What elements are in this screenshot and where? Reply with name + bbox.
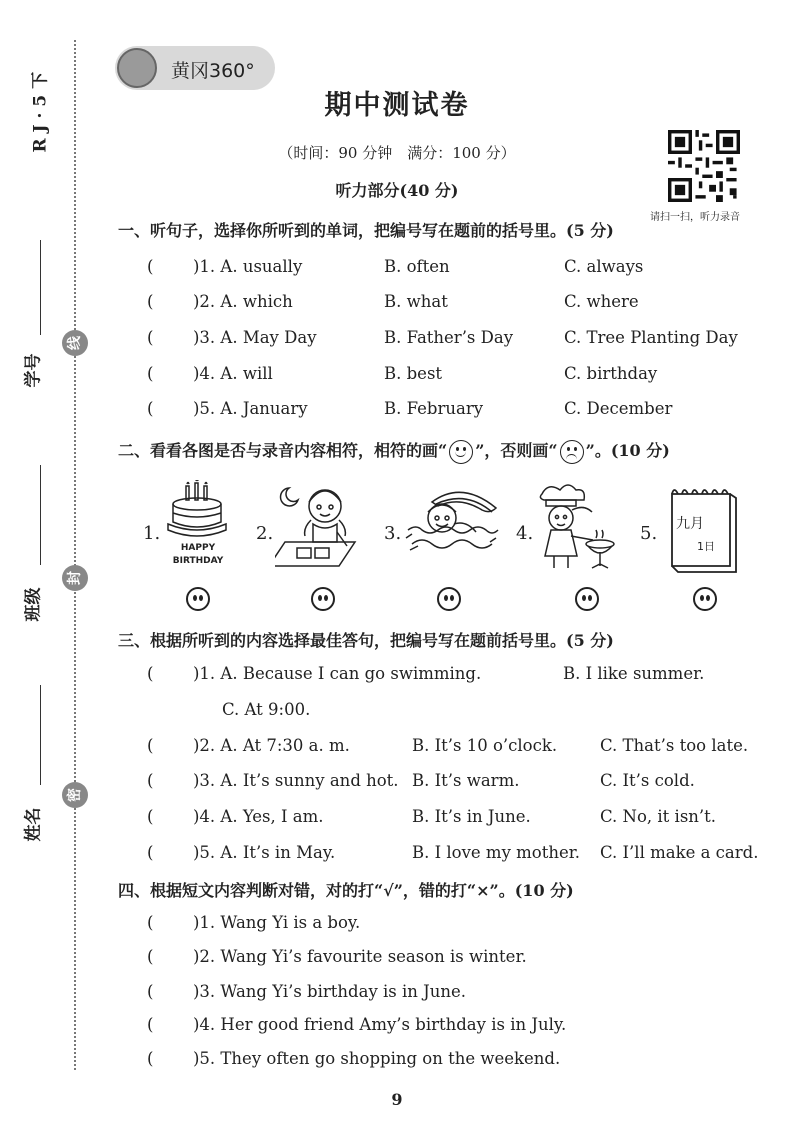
cake-text-happy: HAPPY (180, 543, 216, 553)
answer-paren[interactable]: ( (147, 664, 154, 683)
option-b: B. It’s warm. (412, 771, 520, 790)
answer-face-icon[interactable] (437, 587, 461, 611)
option-c: C. always (564, 257, 644, 276)
option-a: )3. A. May Day (193, 328, 317, 347)
birthday-cake-picture (162, 480, 234, 572)
option-c: C. I’ll make a card. (600, 843, 759, 862)
brand-logo-icon (117, 48, 157, 88)
answer-paren[interactable]: ( (147, 843, 154, 862)
student-no-label: 学号 (23, 353, 44, 388)
option-a: )5. A. January (193, 399, 308, 418)
option-b: B. best (384, 364, 443, 383)
picture-number: 3. (384, 523, 402, 544)
section1-row (0, 399, 794, 423)
section2-heading (118, 438, 670, 464)
option-b: B. often (384, 257, 450, 276)
section3-row (0, 736, 794, 760)
section4-heading: 四、根据短文内容判断对错，对的打“√”，错的打“×”。(10 分) (118, 881, 574, 900)
margin-circle-feng: 封 (62, 565, 88, 591)
answer-face-icon[interactable] (311, 587, 335, 611)
section3-row (0, 843, 794, 867)
calendar-picture (664, 480, 742, 574)
margin-circle-mi: 密 (62, 782, 88, 808)
option-c: C. December (564, 399, 673, 418)
option-a: )5. A. It’s in May. (193, 843, 336, 862)
section1-heading: 一、听句子，选择你所听到的单词，把编号写在题前的括号里。(5 分) (118, 221, 614, 240)
option-b: B. It’s in June. (412, 807, 531, 826)
option-a: )1. A. usually (193, 257, 303, 276)
answer-paren[interactable]: ( (147, 947, 154, 966)
statement: )2. Wang Yi’s favourite season is winter. (193, 947, 527, 966)
section4-row (0, 982, 794, 1006)
option-b: B. I like summer. (563, 664, 705, 683)
option-c: C. birthday (564, 364, 658, 383)
page-number: 9 (391, 1090, 403, 1109)
answer-paren[interactable]: ( (147, 913, 154, 932)
answer-paren[interactable]: ( (147, 736, 154, 755)
option-b: B. Father’s Day (384, 328, 514, 347)
section4-row (0, 1049, 794, 1073)
margin-circle-xian: 线 (62, 330, 88, 356)
sad-face-icon (560, 440, 584, 464)
section1-row (0, 364, 794, 388)
answer-paren[interactable]: ( (147, 807, 154, 826)
section1-row (0, 257, 794, 281)
answer-paren[interactable]: ( (147, 982, 154, 1001)
section4-row (0, 913, 794, 937)
section3-row (0, 807, 794, 831)
class-line (40, 465, 41, 565)
statement: )4. Her good friend Amy’s birthday is in July. (193, 1015, 567, 1034)
girl-barbecue-picture (530, 480, 620, 576)
option-c: C. At 9:00. (222, 700, 311, 719)
option-c: C. Tree Planting Day (564, 328, 738, 347)
listening-subheading: 听力部分(40 分) (335, 181, 459, 200)
name-label: 姓名 (23, 807, 44, 842)
section4-row (0, 1015, 794, 1039)
option-c: C. No, it isn’t. (600, 807, 717, 826)
student-no-line (40, 240, 41, 335)
statement: )5. They often go shopping on the weekend. (193, 1049, 561, 1068)
boy-swimming-picture (402, 480, 500, 572)
option-a: )2. A. At 7:30 a. m. (193, 736, 350, 755)
option-c: C. It’s cold. (600, 771, 695, 790)
answer-paren[interactable]: ( (147, 399, 154, 418)
class-label: 班级 (23, 587, 44, 622)
section3-heading: 三、根据所听到的内容选择最佳答句，把编号写在题前括号里。(5 分) (118, 631, 614, 650)
section1-row (0, 292, 794, 316)
calendar-day: 1日 (697, 540, 715, 553)
option-c: C. That’s too late. (600, 736, 749, 755)
option-b: B. It’s 10 o’clock. (412, 736, 558, 755)
picture-number: 1. (143, 523, 161, 544)
answer-paren[interactable]: ( (147, 1015, 154, 1034)
option-b: B. what (384, 292, 448, 311)
option-a: )4. A. will (193, 364, 273, 383)
section1-row (0, 328, 794, 352)
option-b: B. February (384, 399, 484, 418)
section2-heading-c: ”。(10 分) (585, 441, 670, 460)
section3-row-continued (0, 700, 794, 724)
calendar-month: 九月 (676, 516, 704, 532)
option-c: C. where (564, 292, 639, 311)
answer-paren[interactable]: ( (147, 1049, 154, 1068)
answer-paren[interactable]: ( (147, 328, 154, 347)
section2-heading-b: ”，否则画“ (475, 441, 558, 460)
section2-heading-a: 二、看看各图是否与录音内容相符，相符的画“ (118, 441, 448, 460)
answer-face-icon[interactable] (693, 587, 717, 611)
page-title: 期中测试卷 (324, 90, 470, 121)
option-a: )3. A. It’s sunny and hot. (193, 771, 399, 790)
picture-number: 2. (256, 523, 274, 544)
section4-row (0, 947, 794, 971)
answer-face-icon[interactable] (186, 587, 210, 611)
section3-row (0, 664, 794, 688)
option-a: )2. A. which (193, 292, 293, 311)
qr-code-icon[interactable] (668, 130, 740, 202)
grade-label: R J · 5 下 (30, 71, 51, 153)
answer-paren[interactable]: ( (147, 364, 154, 383)
answer-paren[interactable]: ( (147, 292, 154, 311)
qr-caption: 请扫一扫，听力录音 (650, 212, 740, 223)
statement: )1. Wang Yi is a boy. (193, 913, 361, 932)
brand-text: 黄冈360° (171, 60, 255, 82)
statement: )3. Wang Yi’s birthday is in June. (193, 982, 467, 1001)
section3-row (0, 771, 794, 795)
girl-drawing-picture (275, 480, 365, 572)
cake-text-birthday: BIRTHDAY (172, 556, 224, 566)
option-a: )4. A. Yes, I am. (193, 807, 324, 826)
time-info: （时间：90 分钟 满分：100 分） (278, 144, 516, 162)
option-b: B. I love my mother. (412, 843, 581, 862)
answer-paren[interactable]: ( (147, 771, 154, 790)
smile-face-icon (449, 440, 473, 464)
answer-face-icon[interactable] (575, 587, 599, 611)
answer-paren[interactable]: ( (147, 257, 154, 276)
picture-number: 5. (640, 523, 658, 544)
picture-number: 4. (516, 523, 534, 544)
option-a: )1. A. Because I can go swimming. (193, 664, 482, 683)
